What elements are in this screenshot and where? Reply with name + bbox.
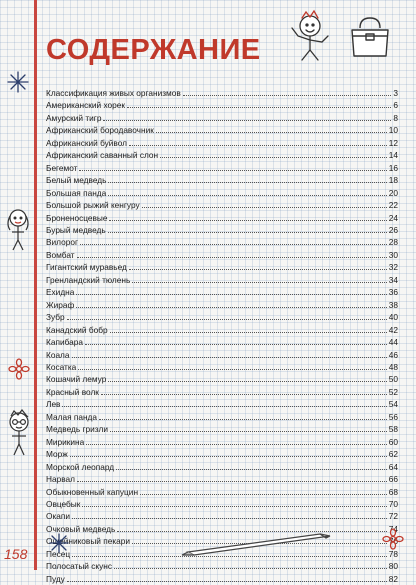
- toc-entry-title: Косатка: [46, 361, 77, 372]
- toc-dot-leader: [76, 286, 386, 295]
- toc-entry-page: 16: [388, 162, 398, 173]
- toc-dot-leader: [78, 361, 387, 370]
- toc-entry: [46, 361, 398, 373]
- toc-entry-title: Окапи: [46, 511, 71, 522]
- toc-dot-leader: [110, 324, 387, 333]
- flower-doodle-icon: [8, 358, 30, 380]
- toc-entry-title: Морской леопард: [46, 461, 115, 472]
- toc-entry-page: 48: [388, 361, 398, 372]
- toc-entry: [46, 187, 398, 199]
- toc-entry-title: Американский хорек: [46, 100, 125, 111]
- toc-entry-title: Ехидна: [46, 287, 75, 298]
- bag-doodle-icon: [346, 14, 394, 60]
- toc-dot-leader: [72, 349, 387, 358]
- toc-entry-title: Лев: [46, 399, 61, 410]
- toc-entry: [46, 448, 398, 460]
- toc-entry-page: 8: [393, 112, 398, 123]
- toc-entry-page: 56: [388, 411, 398, 422]
- toc-entry-page: 80: [388, 561, 398, 572]
- toc-dot-leader: [82, 498, 386, 507]
- flower-bottom-right-doodle-icon: [382, 528, 404, 550]
- toc-dot-leader: [99, 411, 387, 420]
- toc-dot-leader: [70, 448, 387, 457]
- toc-entry-page: 40: [388, 312, 398, 323]
- toc-entry: [46, 249, 398, 261]
- toc-entry: [46, 486, 398, 498]
- toc-entry-page: 72: [388, 511, 398, 522]
- toc-entry-title: Малая панда: [46, 411, 98, 422]
- toc-entry: [46, 510, 398, 522]
- star-bottom-left-doodle-icon: [48, 532, 70, 554]
- toc-dot-leader: [127, 99, 391, 108]
- toc-dot-leader: [129, 261, 387, 270]
- toc-entry: [46, 149, 398, 161]
- toc-entry-page: 42: [388, 324, 398, 335]
- toc-entry-page: 38: [388, 299, 398, 310]
- toc-entry-page: 32: [388, 262, 398, 273]
- toc-entry-title: Очковый медведь: [46, 523, 116, 534]
- toc-entry-page: 82: [388, 573, 398, 584]
- toc-entry-title: Полосатый скунс: [46, 561, 112, 572]
- toc-dot-leader: [67, 311, 387, 320]
- toc-entry: [46, 498, 398, 510]
- toc-entry: [46, 336, 398, 348]
- toc-entry-page: 50: [388, 374, 398, 385]
- toc-entry-title: Бегемот: [46, 162, 78, 173]
- toc-entry: [46, 573, 398, 585]
- toc-entry-page: 14: [388, 150, 398, 161]
- toc-entry-title: Жираф: [46, 299, 75, 310]
- toc-entry-title: Канадский бобр: [46, 324, 108, 335]
- toc-dot-leader: [108, 224, 387, 233]
- toc-dot-leader: [132, 274, 386, 283]
- toc-dot-leader: [129, 137, 387, 146]
- toc-dot-leader: [116, 461, 387, 470]
- toc-entry: [46, 386, 398, 398]
- toc-entry: [46, 199, 398, 211]
- toc-entry: [46, 212, 398, 224]
- toc-entry-title: Африканский буйвол: [46, 137, 128, 148]
- toc-entry-title: Мирикина: [46, 436, 85, 447]
- toc-entry-title: Капибара: [46, 337, 83, 348]
- toc-entry-title: Морж: [46, 449, 68, 460]
- toc-entry: [46, 473, 398, 485]
- toc-entry-title: Обыкновенный капуцин: [46, 486, 139, 497]
- toc-entry: [46, 174, 398, 186]
- toc-dot-leader: [62, 398, 386, 407]
- toc-entry: [46, 124, 398, 136]
- toc-entry-page: 54: [388, 399, 398, 410]
- toc-entry: [46, 349, 398, 361]
- toc-entry-title: Африканский саванный слон: [46, 150, 159, 161]
- toc-dot-leader: [114, 560, 387, 569]
- toc-entry: [46, 411, 398, 423]
- toc-entry: [46, 112, 398, 124]
- toc-entry-page: 44: [388, 337, 398, 348]
- toc-entry: [46, 274, 398, 286]
- toc-entry-title: Вилорог: [46, 237, 78, 248]
- toc-entry-page: 36: [388, 287, 398, 298]
- toc-dot-leader: [101, 386, 387, 395]
- toc-entry-page: 20: [388, 187, 398, 198]
- toc-dot-leader: [109, 212, 386, 221]
- boy-glasses-doodle-icon: [4, 408, 34, 458]
- toc-entry-page: 62: [388, 449, 398, 460]
- page-number: 158: [4, 546, 28, 562]
- toc-entry-title: Африканский бородавочник: [46, 125, 154, 136]
- toc-entry-title: Красный волк: [46, 386, 99, 397]
- toc-entry-title: Классификация живых организмов: [46, 88, 181, 98]
- toc-entry-title: Вомбат: [46, 249, 75, 260]
- toc-entry: [46, 236, 398, 248]
- toc-entry-title: Гренландский тюлень: [46, 274, 131, 285]
- toc-dot-leader: [86, 436, 387, 445]
- toc-entry-title: Пуду: [46, 573, 65, 584]
- toc-entry-page: 78: [388, 548, 398, 559]
- toc-entry-page: 3: [393, 88, 398, 98]
- toc-entry: [46, 311, 398, 323]
- toc-dot-leader: [108, 187, 387, 196]
- toc-entry: [46, 398, 398, 410]
- toc-entry-title: Большая панда: [46, 187, 107, 198]
- toc-entry-title: Амурский тигр: [46, 112, 102, 123]
- toc-entry-title: Белый медведь: [46, 175, 107, 186]
- toc-dot-leader: [76, 299, 386, 308]
- toc-entry-page: 18: [388, 175, 398, 186]
- toc-entry: [46, 299, 398, 311]
- toc-entry: [46, 99, 398, 111]
- toc-dot-leader: [77, 249, 387, 258]
- toc-dot-leader: [156, 124, 387, 133]
- toc-entry-page: 12: [388, 137, 398, 148]
- toc-entry-page: 76: [388, 536, 398, 547]
- toc-entry-title: Медведь гризли: [46, 424, 108, 435]
- toc-entry-page: 34: [388, 274, 398, 285]
- toc-entry-page: 46: [388, 349, 398, 360]
- toc-entry-page: 30: [388, 249, 398, 260]
- toc-entry: [46, 423, 398, 435]
- toc-entry-page: 52: [388, 386, 398, 397]
- toc-entry-page: 58: [388, 424, 398, 435]
- toc-entry-page: 68: [388, 486, 398, 497]
- toc-entry-page: 22: [388, 200, 398, 211]
- boy-doodle-icon: [280, 6, 340, 64]
- toc-dot-leader: [103, 112, 391, 121]
- toc-entry-page: 64: [388, 461, 398, 472]
- toc-entry-title: Нарвал: [46, 474, 75, 485]
- toc-dot-leader: [140, 486, 387, 495]
- toc-dot-leader: [85, 336, 387, 345]
- toc-entry-title: Песец: [46, 548, 71, 559]
- toc-entry: [46, 324, 398, 336]
- toc-entry-page: 6: [393, 100, 398, 111]
- toc-entry-title: Ошейниковый пекари: [46, 536, 131, 547]
- toc-entry-page: 26: [388, 224, 398, 235]
- toc-entry-page: 60: [388, 436, 398, 447]
- toc-entry: [46, 224, 398, 236]
- toc-entry-title: Коала: [46, 349, 70, 360]
- toc-entry-page: 74: [388, 523, 398, 534]
- margin-line: [34, 0, 37, 570]
- toc-entry: [46, 436, 398, 448]
- toc-dot-leader: [108, 174, 386, 183]
- toc-entry-page: 28: [388, 237, 398, 248]
- toc-entry-title: Гигантский муравьед: [46, 262, 127, 273]
- toc-entry-title: Зубр: [46, 312, 65, 323]
- toc-entry: [46, 286, 398, 298]
- toc-dot-leader: [77, 473, 387, 482]
- toc-dot-leader: [183, 87, 392, 96]
- toc-entry-title: Большой рыжий кенгуру: [46, 200, 140, 211]
- page-title: СОДЕРЖАНИЕ: [46, 34, 261, 66]
- pencil-doodle-icon: [180, 528, 340, 558]
- girl-doodle-icon: [4, 206, 32, 252]
- table-of-contents: [46, 87, 398, 585]
- star-doodle-icon: [6, 70, 30, 94]
- toc-entry-title: Бурый медведь: [46, 224, 106, 235]
- toc-entry: [46, 261, 398, 273]
- toc-entry: [46, 162, 398, 174]
- toc-entry-page: 70: [388, 498, 398, 509]
- toc-entry-page: 24: [388, 212, 398, 223]
- toc-dot-leader: [72, 510, 387, 519]
- toc-dot-leader: [160, 149, 387, 158]
- toc-entry-title: Овцебык: [46, 498, 81, 509]
- toc-dot-leader: [79, 162, 386, 171]
- toc-entry-title: Кошачий лемур: [46, 374, 107, 385]
- toc-entry-page: 66: [388, 474, 398, 485]
- toc-dot-leader: [110, 423, 387, 432]
- toc-entry-page: 10: [388, 125, 398, 136]
- toc-entry: [46, 137, 398, 149]
- toc-dot-leader: [108, 373, 386, 382]
- toc-entry: [46, 560, 398, 572]
- toc-entry-title: Броненосцевые: [46, 212, 108, 223]
- toc-dot-leader: [67, 573, 387, 582]
- toc-dot-leader: [80, 236, 387, 245]
- toc-entry: [46, 461, 398, 473]
- toc-entry: [46, 87, 398, 99]
- toc-entry: [46, 373, 398, 385]
- toc-dot-leader: [142, 199, 387, 208]
